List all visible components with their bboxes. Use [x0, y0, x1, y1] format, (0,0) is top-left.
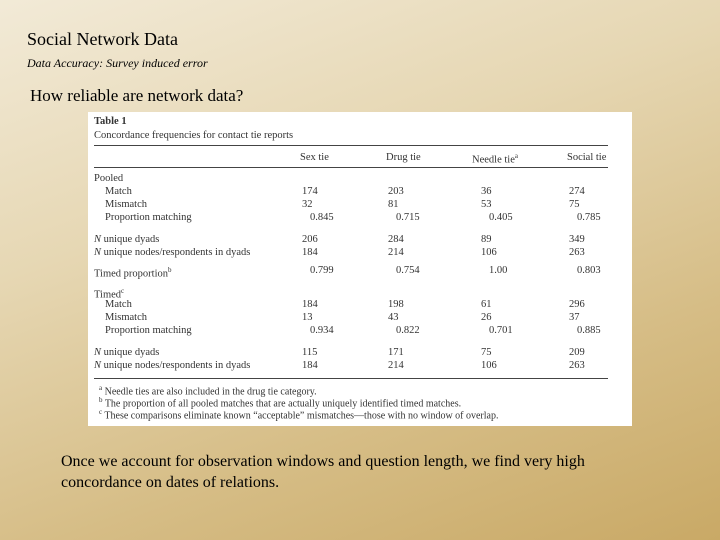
table-cell: 0.754 [396, 265, 420, 276]
table-cell: 32 [302, 199, 313, 210]
table-row [88, 172, 632, 185]
table-row [88, 264, 632, 280]
table-cell: 115 [302, 347, 318, 358]
table-cell: 184 [302, 247, 318, 258]
table-cell: 0.934 [310, 325, 334, 336]
table-cell: 203 [388, 186, 404, 197]
footnote: $^b$ The proportion of all pooled matches that are actually uniquely identified timed matches. [99, 396, 462, 410]
table-top-rule [94, 145, 608, 146]
table-caption: Concordance frequencies for contact tie reports [94, 130, 294, 141]
table-row [88, 233, 632, 246]
row-label: Proportion matching [105, 212, 192, 223]
table-cell: 106 [481, 247, 497, 258]
table-cell: 198 [388, 299, 404, 310]
table-cell: 209 [569, 347, 585, 358]
table-row [88, 185, 632, 198]
row-label: Pooled [94, 173, 124, 184]
table-cell: 184 [302, 299, 318, 310]
table-row [88, 246, 632, 259]
column-header: Drug tie [386, 152, 421, 163]
row-label: Match [105, 186, 132, 197]
table-cell: 37 [569, 312, 580, 323]
table-cell: 206 [302, 234, 318, 245]
row-label: Mismatch [105, 312, 147, 323]
table-row [88, 298, 632, 311]
table-row [88, 311, 632, 324]
table-cell: 61 [481, 299, 492, 310]
table-cell: 296 [569, 299, 585, 310]
row-label: N unique nodes/respondents in dyads [94, 360, 251, 371]
row-label: N unique dyads [94, 234, 160, 245]
table-cell: 0.701 [489, 325, 513, 336]
table-row [88, 324, 632, 337]
row-label: Match [105, 299, 132, 310]
table-cell: 89 [481, 234, 492, 245]
table-cell: 174 [302, 186, 318, 197]
table-cell: 106 [481, 360, 497, 371]
row-label: Timed proportion$^b$ [94, 266, 172, 280]
table-cell: 263 [569, 247, 585, 258]
table-cell: 0.799 [310, 265, 334, 276]
table-cell: 53 [481, 199, 492, 210]
table-cell: 26 [481, 312, 492, 323]
table-cell: 0.715 [396, 212, 420, 223]
footnote: $^c$ These comparisons eliminate known “acceptable” mismatches—those with no window of overlap. [99, 408, 499, 422]
table-cell: 184 [302, 360, 318, 371]
table-cell: 43 [388, 312, 399, 323]
table-cell: 36 [481, 186, 492, 197]
table-cell: 0.845 [310, 212, 334, 223]
table-cell: 0.803 [577, 265, 601, 276]
table-cell: 75 [481, 347, 492, 358]
footnote: $^a$ Needle ties are also included in the drug tie category. [99, 384, 317, 398]
table-cell: 81 [388, 199, 399, 210]
table-cell: 349 [569, 234, 585, 245]
table-bottom-rule [94, 378, 608, 379]
table-row [88, 198, 632, 211]
table-cell: 0.822 [396, 325, 420, 336]
slide-subtitle: Data Accuracy: Survey induced error [27, 56, 208, 70]
slide-conclusion: Once we account for observation windows and question length, we find very high concordance on dates of relations. [61, 453, 585, 491]
table-cell: 13 [302, 312, 313, 323]
row-label: Proportion matching [105, 325, 192, 336]
table-row [88, 359, 632, 372]
table-cell: 214 [388, 360, 404, 371]
table-cell: 0.785 [577, 212, 601, 223]
row-label: Timed$^c$ [94, 287, 125, 301]
column-header: Sex tie [300, 152, 329, 163]
concordance-table [88, 112, 632, 426]
table-cell: 214 [388, 247, 404, 258]
column-header: Social tie [567, 152, 607, 163]
table-label: Table 1 [94, 116, 127, 127]
table-cell: 263 [569, 360, 585, 371]
table-cell: 0.885 [577, 325, 601, 336]
row-label: Mismatch [105, 199, 147, 210]
table-header-rule [94, 167, 608, 168]
table-row [88, 285, 632, 301]
row-label: N unique dyads [94, 347, 160, 358]
table-cell: 75 [569, 199, 580, 210]
column-header: Needle tie$^a$ [472, 152, 518, 166]
table-cell: 1.00 [489, 265, 508, 276]
row-label: N unique nodes/respondents in dyads [94, 247, 251, 258]
slide-question: How reliable are network data? [30, 86, 244, 105]
table-cell: 284 [388, 234, 404, 245]
table-cell: 171 [388, 347, 404, 358]
table-cell: 0.405 [489, 212, 513, 223]
table-row [88, 211, 632, 224]
table-row [88, 346, 632, 359]
table-cell: 274 [569, 186, 585, 197]
slide-title: Social Network Data [27, 29, 178, 49]
table-footnotes [94, 382, 614, 422]
